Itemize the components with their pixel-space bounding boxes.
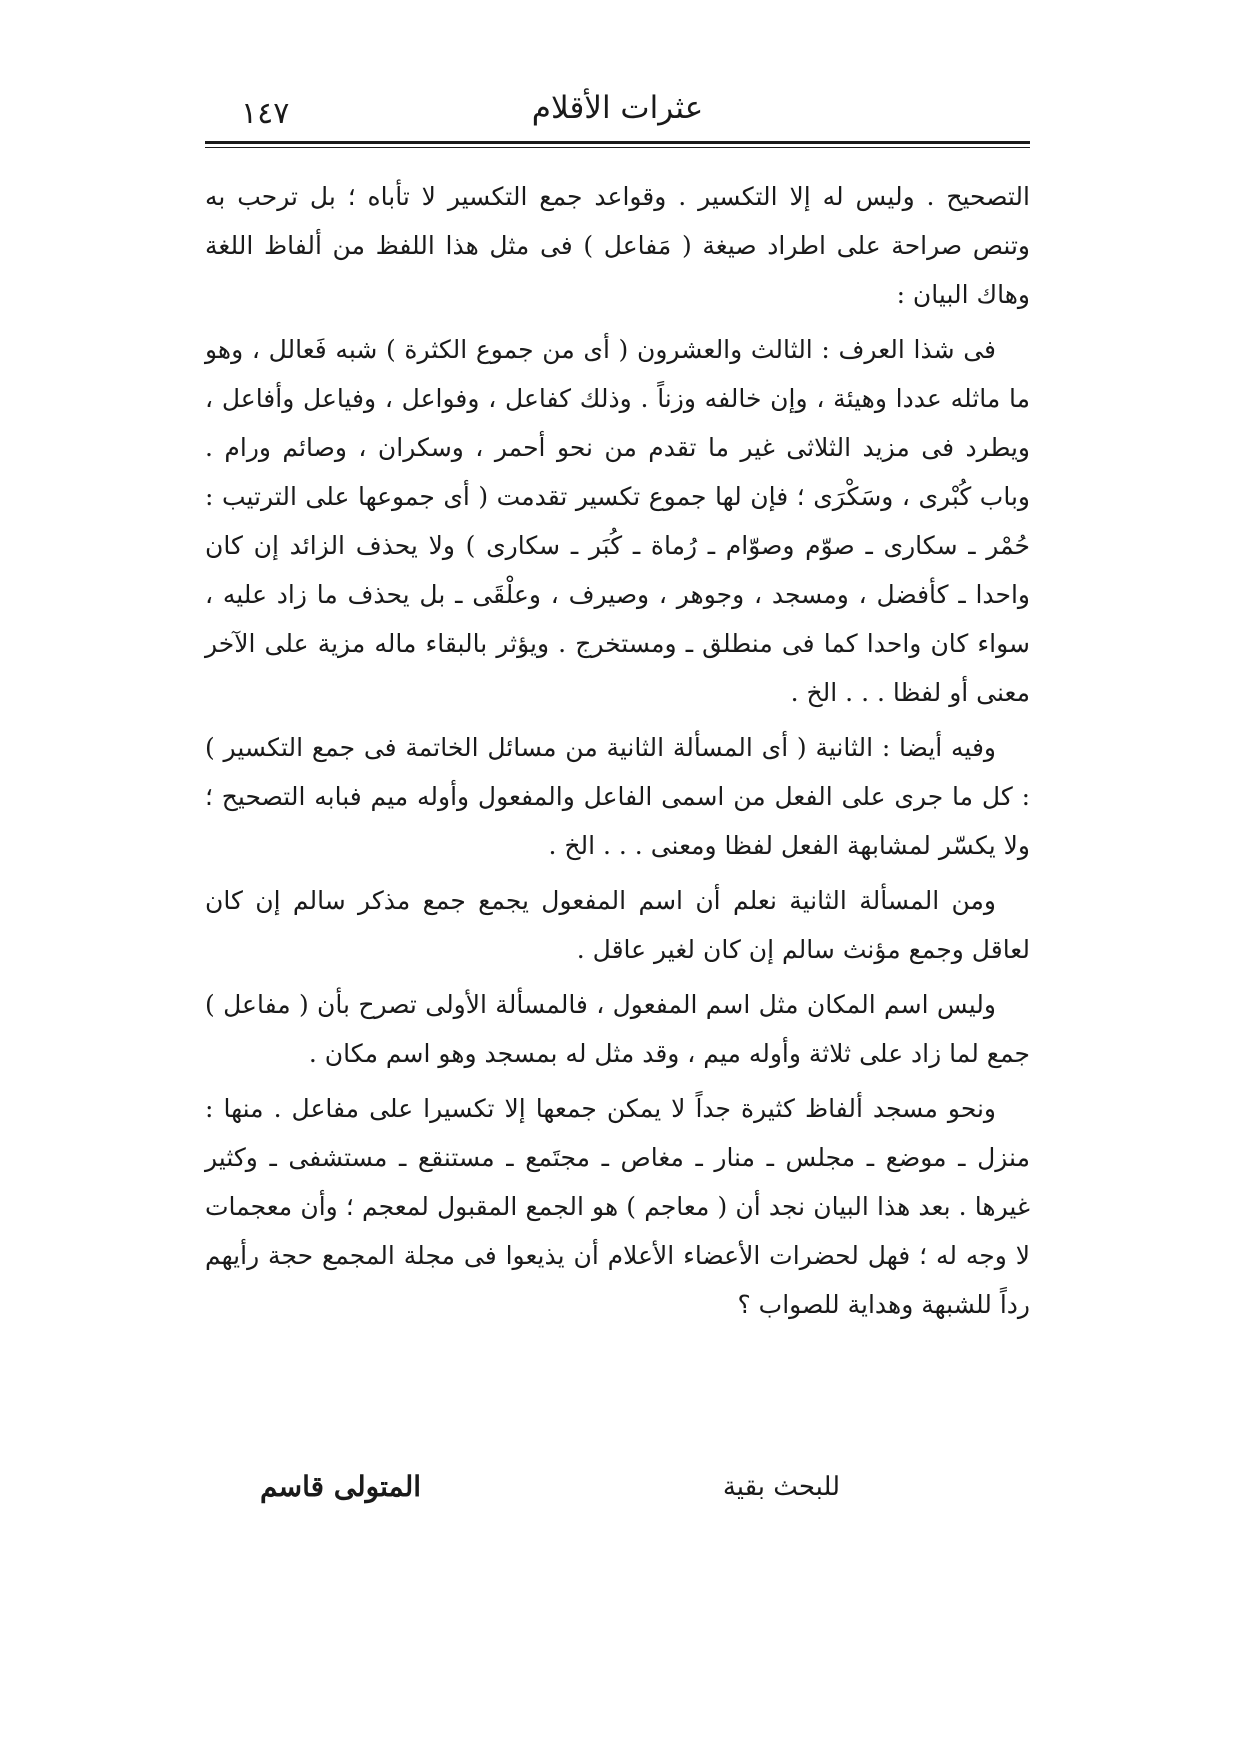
author-signature: المتولى قاسم [260,1470,422,1503]
paragraph-2: فى شذا العرف : الثالث والعشرون ( أى من جموع الكثرة ) شبه فَعالل ، وهو ما ماثله عددا وهيئة ، وإن خالفه وزناً . وذلك كفاعل ، وفواعل ، وفياعل وأفاعل ، ويطرد فى مزيد الثلاثى غير ما تقدم من نحو أحمر ، وسكران ، وصائم ورام . وباب كُبْرى ، وسَكْرَى ؛ فإن لها جموع تكسير تقدمت ( أى جموعها على الترتيب : حُمْر ـ سكارى ـ صوّم وصوّام ـ رُماة ـ كُبَر ـ سكارى ) ولا يحذف الزائد إن كان واحدا ـ كأفضل ، ومسجد ، وجوهر ، وصيرف ، وعلْقَى ـ بل يحذف ما زاد عليه ، سواء كان واحدا كما فى منطلق ـ ومستخرج . ويؤثر بالبقاء ماله مزية على الآخر معنى أو لفظا . . . الخ . [205,335,1030,707]
paragraph-5: وليس اسم المكان مثل اسم المفعول ، فالمسألة الأولى تصرح بأن ( مفاعل ) جمع لما زاد على ثلاثة وأوله ميم ، وقد مثل له بمسجد وهو اسم مكان . [205,990,1030,1068]
page-footer [205,1465,1030,1515]
continued-note: للبحث بقية [722,1472,840,1502]
running-title: عثرات الأقلام [531,90,704,126]
page-number: ١٤٧ [241,96,290,131]
header-rule [205,141,1030,144]
paragraph-6: ونحو مسجد ألفاظ كثيرة جداً لا يمكن جمعها إلا تكسيرا على مفاعل . منها : منزل ـ موضع ـ مجلس ـ منار ـ مغاص ـ مجتَمع ـ مستنقع ـ مستشفى ـ وكثير غيرها . بعد هذا البيان نجد أن ( معاجم ) هو الجمع المقبول لمعجم ؛ وأن معجمات لا وجه له ؛ فهل لحضرات الأعضاء الأعلام أن يذيعوا فى مجلة المجمع حجة رأيهم رداً للشبهة وهداية للصواب ؟ [205,1094,1030,1319]
page-header [205,70,1030,132]
paragraph-1: التصحيح . وليس له إلا التكسير . وقواعد جمع التكسير لا تأباه ؛ بل ترحب به وتنص صراحة على اطراد صيغة ( مَفاعل ) فى مثل هذا اللفظ من ألفاظ اللغة وهاك البيان : [205,182,1030,309]
header-rule-thin [205,147,1030,148]
paragraph-3: وفيه أيضا : الثانية ( أى المسألة الثانية من مسائل الخاتمة فى جمع التكسير ) : كل ما جرى على الفعل من اسمى الفاعل والمفعول وأوله ميم فبابه التصحيح ؛ ولا يكسّر لمشابهة الفعل لفظا ومعنى . . . الخ . [205,733,1030,860]
paragraph-4: ومن المسألة الثانية نعلم أن اسم المفعول يجمع جمع مذكر سالم إن كان لعاقل وجمع مؤنث سالم إن كان لغير عاقل . [205,886,1030,964]
book-page [205,70,1030,1710]
body-text [205,172,1030,1329]
